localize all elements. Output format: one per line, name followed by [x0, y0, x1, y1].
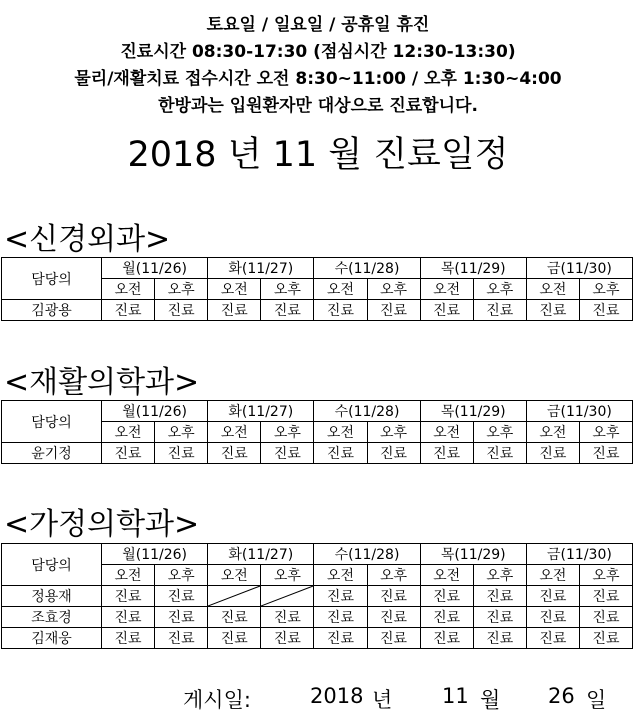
- schedule-slot: 진료: [526, 300, 579, 321]
- day-header: 월(11/26): [102, 258, 208, 279]
- diagonal-slash-mark: [261, 586, 313, 606]
- schedule-slot: 진료: [579, 443, 632, 464]
- schedule-slot: 진료: [314, 607, 367, 628]
- schedule-slot: 진료: [473, 607, 526, 628]
- schedule-slot: 진료: [526, 628, 579, 649]
- schedule-slot: 진료: [367, 300, 420, 321]
- morning-header: 오전: [526, 565, 579, 586]
- day-header: 목(11/29): [420, 258, 526, 279]
- posting-date-year: 2018: [310, 684, 364, 708]
- schedule-slot: 진료: [367, 586, 420, 607]
- afternoon-header: 오후: [155, 422, 208, 443]
- morning-header: 오전: [102, 422, 155, 443]
- morning-header: 오전: [314, 422, 367, 443]
- schedule-slot: 진료: [579, 607, 632, 628]
- doctor-name: 정용재: [2, 586, 102, 607]
- schedule-slot: 진료: [420, 300, 473, 321]
- schedule-slot: 진료: [420, 628, 473, 649]
- morning-header: 오전: [208, 422, 261, 443]
- schedule-slot: 진료: [473, 586, 526, 607]
- day-header: 금(11/30): [526, 544, 632, 565]
- schedule-slot: 진료: [208, 607, 261, 628]
- schedule-slot: 진료: [420, 607, 473, 628]
- table-row: [2, 607, 633, 628]
- schedule-slot: 진료: [526, 443, 579, 464]
- page-title: 2018 년 11 월 진료일정: [127, 135, 509, 175]
- schedule-slot: 진료: [208, 443, 261, 464]
- day-header: 금(11/30): [526, 401, 632, 422]
- schedule-slot: 진료: [473, 628, 526, 649]
- notice-1: 토요일 / 일요일 / 공휴일 휴진: [206, 15, 430, 35]
- notice-3: 물리/재활치료 접수시간 오전 8:30~11:00 / 오후 1:30~4:00: [74, 69, 562, 89]
- schedule-slot: 진료: [579, 300, 632, 321]
- notice-4: 한방과는 입원환자만 대상으로 진료합니다.: [158, 96, 478, 116]
- schedule-slot: 진료: [155, 607, 208, 628]
- afternoon-header: 오후: [367, 279, 420, 300]
- day-header: 목(11/29): [420, 401, 526, 422]
- day-header: 화(11/27): [208, 401, 314, 422]
- afternoon-header: 오후: [155, 565, 208, 586]
- schedule-slot: 진료: [261, 628, 314, 649]
- day-header: 수(11/28): [314, 544, 420, 565]
- schedule-slot: 진료: [473, 300, 526, 321]
- afternoon-header: 오후: [579, 279, 632, 300]
- afternoon-header: 오후: [155, 279, 208, 300]
- doctor-column-header: 담당의: [2, 544, 102, 586]
- afternoon-header: 오후: [261, 279, 314, 300]
- schedule-slot: 진료: [526, 607, 579, 628]
- schedule-slot: 진료: [102, 586, 155, 607]
- morning-header: 오전: [102, 565, 155, 586]
- afternoon-header: 오후: [261, 422, 314, 443]
- afternoon-header: 오후: [367, 422, 420, 443]
- morning-header: 오전: [102, 279, 155, 300]
- schedule-slot: 진료: [261, 443, 314, 464]
- schedule-slot: 진료: [526, 586, 579, 607]
- day-header: 월(11/26): [102, 544, 208, 565]
- schedule-slot: 진료: [155, 443, 208, 464]
- schedule-slot: 진료: [261, 300, 314, 321]
- doctor-name: 조효경: [2, 607, 102, 628]
- schedule-slot: 진료: [314, 586, 367, 607]
- morning-header: 오전: [208, 565, 261, 586]
- notice-2: 진료시간 08:30-17:30 (점심시간 12:30-13:30): [120, 42, 516, 62]
- table-row: [2, 443, 633, 464]
- morning-header: 오전: [208, 279, 261, 300]
- schedule-slot: 진료: [579, 586, 632, 607]
- doctor-name: 윤기정: [2, 443, 102, 464]
- posting-date-day: 26: [548, 684, 575, 708]
- day-header: 화(11/27): [208, 258, 314, 279]
- posting-date-month: 11: [442, 684, 469, 708]
- schedule-slot: 진료: [102, 628, 155, 649]
- schedule-slot: 진료: [208, 300, 261, 321]
- schedule-slot: 진료: [102, 300, 155, 321]
- schedule-slot: 진료: [420, 443, 473, 464]
- afternoon-header: 오후: [579, 422, 632, 443]
- afternoon-header: 오후: [579, 565, 632, 586]
- schedule-slot: 진료: [314, 443, 367, 464]
- department-heading: <신경외과>: [4, 222, 171, 257]
- schedule-slot: 진료: [155, 300, 208, 321]
- closed-slot: [261, 586, 314, 607]
- posting-date-month-unit: 월: [480, 688, 501, 712]
- table-row: [2, 586, 633, 607]
- morning-header: 오전: [420, 565, 473, 586]
- day-header: 목(11/29): [420, 544, 526, 565]
- afternoon-header: 오후: [261, 565, 314, 586]
- day-header: 수(11/28): [314, 401, 420, 422]
- morning-header: 오전: [420, 422, 473, 443]
- posting-date-label: 게시일:: [183, 688, 251, 712]
- doctor-name: 김재웅: [2, 628, 102, 649]
- table-row: [2, 300, 633, 321]
- day-header: 수(11/28): [314, 258, 420, 279]
- afternoon-header: 오후: [473, 279, 526, 300]
- schedule-table: [1, 543, 633, 649]
- schedule-slot: 진료: [367, 628, 420, 649]
- afternoon-header: 오후: [473, 565, 526, 586]
- diagonal-slash-mark: [208, 586, 260, 606]
- schedule-slot: 진료: [367, 443, 420, 464]
- schedule-slot: 진료: [155, 586, 208, 607]
- day-header: 월(11/26): [102, 401, 208, 422]
- department-heading: <가정의학과>: [4, 507, 200, 542]
- morning-header: 오전: [526, 422, 579, 443]
- morning-header: 오전: [526, 279, 579, 300]
- schedule-slot: 진료: [314, 628, 367, 649]
- table-row: [2, 628, 633, 649]
- afternoon-header: 오후: [473, 422, 526, 443]
- afternoon-header: 오후: [367, 565, 420, 586]
- doctor-column-header: 담당의: [2, 258, 102, 300]
- morning-header: 오전: [314, 279, 367, 300]
- morning-header: 오전: [420, 279, 473, 300]
- doctor-name: 김광용: [2, 300, 102, 321]
- posting-date-day-unit: 일: [586, 688, 607, 712]
- schedule-table: [1, 257, 633, 321]
- schedule-slot: 진료: [208, 628, 261, 649]
- schedule-slot: 진료: [420, 586, 473, 607]
- schedule-slot: 진료: [314, 300, 367, 321]
- morning-header: 오전: [314, 565, 367, 586]
- day-header: 화(11/27): [208, 544, 314, 565]
- doctor-column-header: 담당의: [2, 401, 102, 443]
- schedule-slot: 진료: [102, 607, 155, 628]
- posting-date-year-unit: 년: [372, 688, 393, 712]
- schedule-slot: 진료: [261, 607, 314, 628]
- schedule-slot: 진료: [102, 443, 155, 464]
- schedule-slot: 진료: [473, 443, 526, 464]
- schedule-slot: 진료: [155, 628, 208, 649]
- closed-slot: [208, 586, 261, 607]
- department-heading: <재활의학과>: [4, 365, 200, 400]
- schedule-slot: 진료: [579, 628, 632, 649]
- day-header: 금(11/30): [526, 258, 632, 279]
- schedule-slot: 진료: [367, 607, 420, 628]
- schedule-table: [1, 400, 633, 464]
